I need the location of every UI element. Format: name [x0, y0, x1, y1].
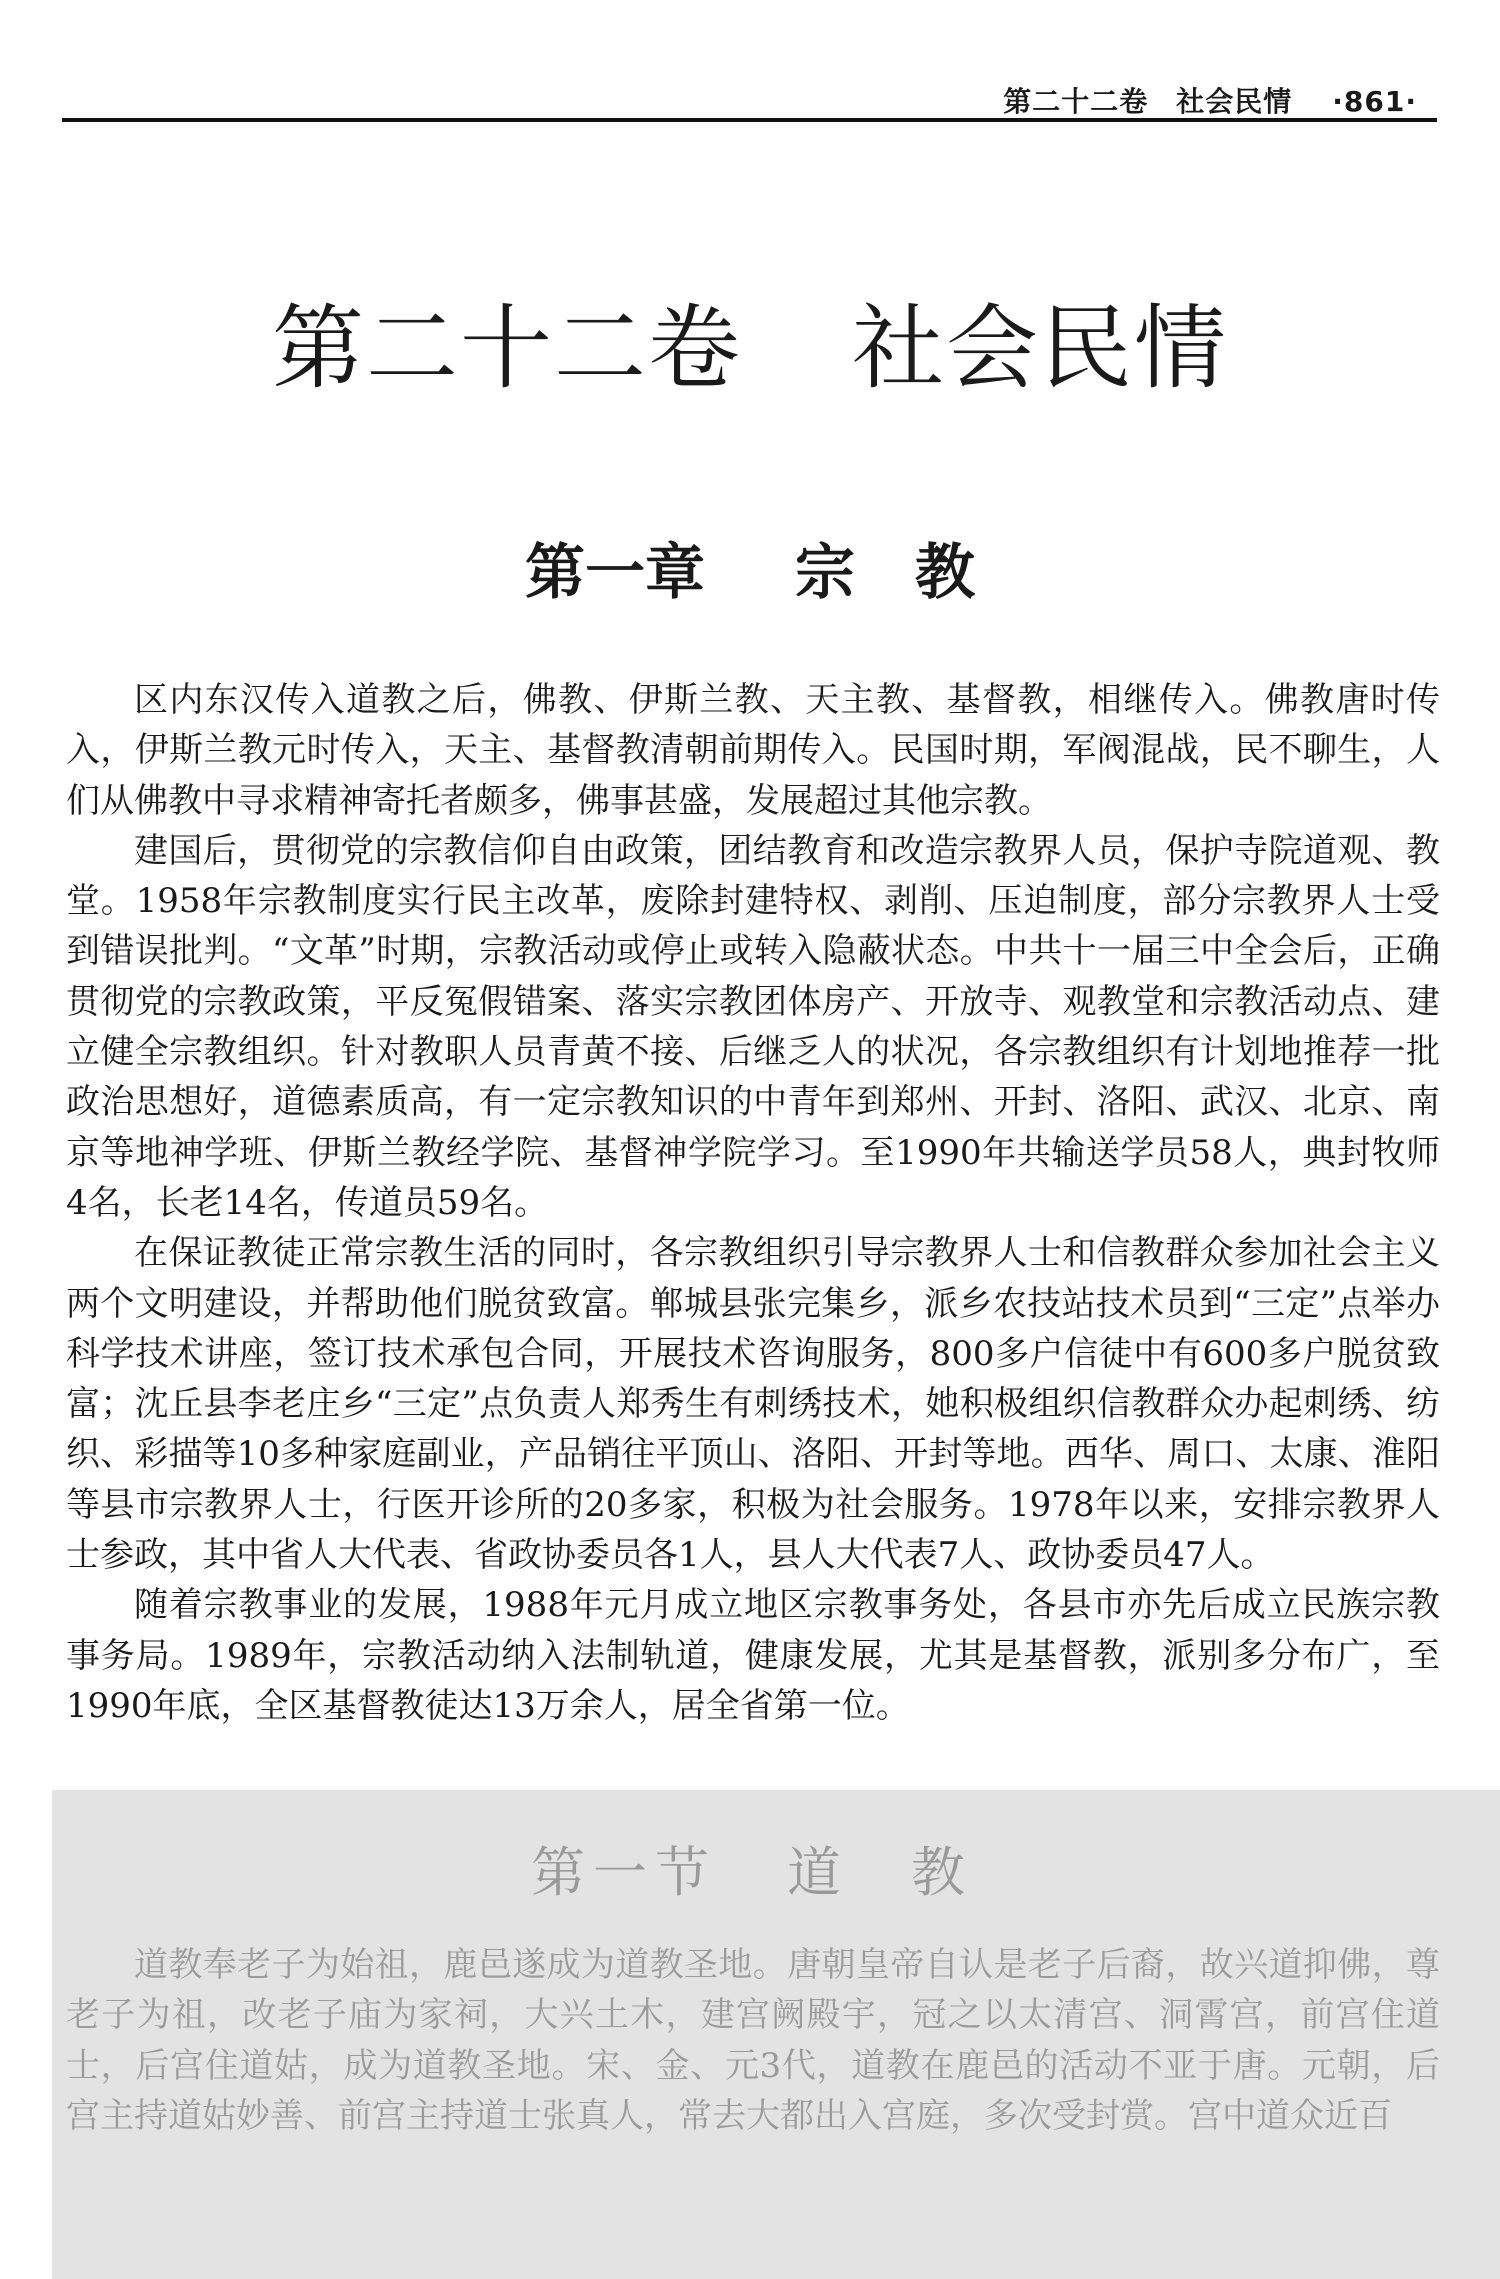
paragraph: 建国后，贯彻党的宗教信仰自由政策，团结教育和改造宗教界人员，保护寺院道观、教堂。1958年宗教制度实行民主改革，废除封建特权、剥削、压迫制度，部分宗教界人士受到错误批判。“文革”时期，宗教活动或停止或转入隐蔽状态。中共十一届三中全会后，正确贯彻党的宗教政策，平反冤假错案、落实宗教团体房产、开放寺、观教堂和宗教活动点、建立健全宗教组织。针对教职人员青黄不接、后继乏人的状况，各宗教组织有计划地推荐一批政治思想好，道德素质高，有一定宗教知识的中青年到郑州、开封、洛阳、武汉、北京、南京等地神学班、伊斯兰教经学院、基督神学院学习。至1990年共输送学员58人，典封牧师4名，长老14名，传道员59名。 — [66, 830, 1440, 1223]
section-number: 第一节 — [531, 1841, 717, 1904]
section-name: 道 教 — [787, 1841, 973, 1904]
chapter-title — [0, 525, 1500, 611]
running-header — [62, 76, 1437, 122]
volume-name: 社会民情 — [852, 295, 1229, 402]
paragraph: 在保证教徒正常宗教生活的同时，各宗教组织引导宗教界人士和信教群众参加社会主义两个文明建设，并帮助他们脱贫致富。郸城县张完集乡，派乡农技站技术员到“三定”点举办科学技术讲座，签订技术承包合同，开展技术咨询服务，800多户信徒中有600多户脱贫致富；沈丘县李老庄乡“三定”点负责人郑秀生有刺绣技术，她积极组织信教群众办起刺绣、纺织、彩描等10多种家庭副业，产品销往平顶山、洛阳、开封等地。西华、周口、太康、淮阳等县市宗教界人士，行医开诊所的20多家，积极为社会服务。1978年以来，安排宗教界人士参政，其中省人大代表、省政协委员各1人，县人大代表7人、政协委员47人。 — [66, 1233, 1440, 1576]
chapter-body — [66, 675, 1440, 1731]
section-body — [66, 1940, 1440, 2141]
running-header-text — [1003, 80, 1417, 120]
volume-number: 第二十二卷 — [271, 295, 742, 402]
header-topic: 社会民情 — [1176, 85, 1293, 118]
header-volume: 第二十二卷 — [1003, 85, 1149, 118]
section-title — [52, 1830, 1452, 1907]
paragraph: 区内东汉传入道教之后，佛教、伊斯兰教、天主教、基督教，相继传入。佛教唐时传入，伊斯兰教元时传入，天主、基督教清朝前期传入。民国时期，军阀混战，民不聊生，人们从佛教中寻求精神寄托者颇多，佛事甚盛，发展超过其他宗教。 — [66, 680, 1440, 821]
paragraph: 随着宗教事业的发展，1988年元月成立地区宗教事务处，各县市亦先后成立民族宗教事务局。1989年，宗教活动纳入法制轨道，健康发展，尤其是基督教，派别多分布广，至1990年底，全区基督教徒达13万余人，居全省第一位。 — [66, 1585, 1440, 1726]
volume-title — [0, 275, 1500, 407]
chapter-number: 第一章 — [525, 538, 705, 608]
section-preview — [52, 1790, 1500, 2279]
chapter-name: 宗 教 — [795, 538, 975, 608]
section-paragraph: 道教奉老子为始祖，鹿邑遂成为道教圣地。唐朝皇帝自认是老子后裔，故兴道抑佛，尊老子为祖，改老子庙为家祠，大兴土木，建宫阙殿宇，冠之以太清宫、洞霄宫，前宫住道士，后宫住道姑，成为道教圣地。宋、金、元3代，道教在鹿邑的活动不亚于唐。元朝，后宫主持道姑妙善、前宫主持道士张真人，常去大都出入宫庭，多次受封赏。宫中道众近百 — [66, 1945, 1440, 2136]
page-number: ·861· — [1332, 85, 1417, 118]
